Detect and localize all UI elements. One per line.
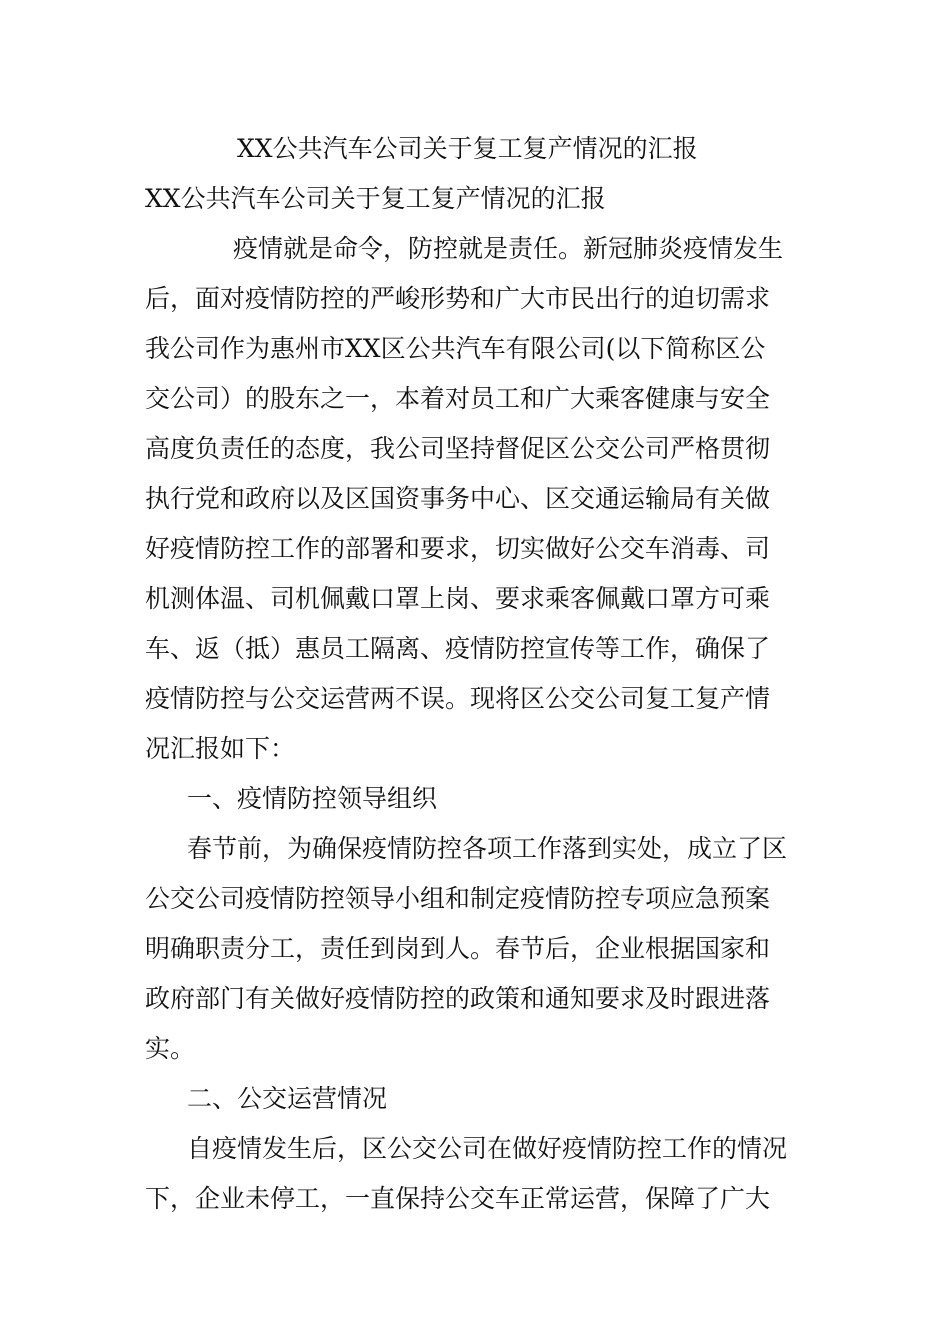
paragraph-line: 下，企业未停工，一直保持公交车正常运营，保障了广大 <box>145 1184 771 1213</box>
paragraph-line: 自疫情发生后，区公交公司在做好疫情防控工作的情况 <box>187 1134 788 1163</box>
paragraph-line: 交公司）的股东之一，本着对员工和广大乘客健康与安全 <box>145 384 771 413</box>
paragraph-line: 公交公司疫情防控领导小组和制定疫情防控专项应急预案 <box>145 884 771 913</box>
paragraph-line: 明确职责分工，责任到岗到人。春节后，企业根据国家和 <box>145 934 771 963</box>
paragraph-line: 疫情就是命令，防控就是责任。新冠肺炎疫情发生 <box>233 234 784 263</box>
paragraph-line: 实。 <box>145 1034 196 1063</box>
paragraph-line: 春节前，为确保疫情防控各项工作落到实处，成立了区 <box>187 834 788 863</box>
paragraph-line: 好疫情防控工作的部署和要求，切实做好公交车消毒、司 <box>145 534 771 563</box>
paragraph-line: 执行党和政府以及区国资事务中心、区交通运输局有关做 <box>145 484 771 513</box>
paragraph-line: 政府部门有关做好疫情防控的政策和通知要求及时跟进落 <box>145 984 771 1013</box>
paragraph-line: 后，面对疫情防控的严峻形势和广大市民出行的迫切需求 <box>145 284 771 313</box>
section-heading-2: 二、公交运营情况 <box>187 1084 388 1113</box>
paragraph-line: 机测体温、司机佩戴口罩上岗、要求乘客佩戴口罩方可乘 <box>145 584 771 613</box>
paragraph-line: 我公司作为惠州市XX区公共汽车有限公司(以下简称区公 <box>145 334 766 363</box>
paragraph-line: 车、返（抵）惠员工隔离、疫情防控宣传等工作，确保了 <box>145 634 771 663</box>
document-title: XX公共汽车公司关于复工复产情况的汇报 <box>237 134 698 163</box>
paragraph-line: 高度负责任的态度，我公司坚持督促区公交公司严格贯彻 <box>145 434 771 463</box>
section-heading-1: 一、疫情防控领导组织 <box>187 784 438 813</box>
paragraph-line: 疫情防控与公交运营两不误。现将区公交公司复工复产情 <box>145 684 771 713</box>
paragraph-line: 况汇报如下： <box>145 734 296 763</box>
document-subtitle: XX公共汽车公司关于复工复产情况的汇报 <box>145 184 606 213</box>
